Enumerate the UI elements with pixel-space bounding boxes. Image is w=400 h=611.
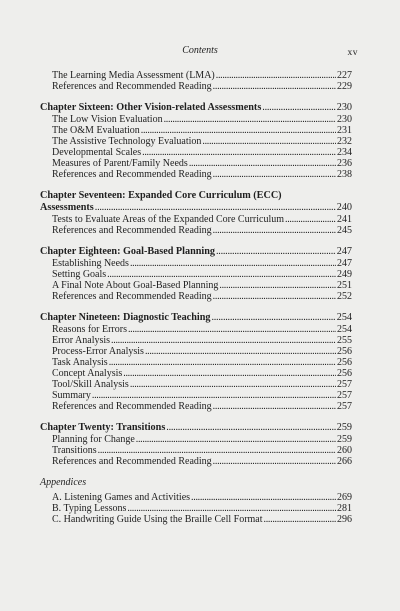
running-head [0,44,400,58]
toc-entry [40,445,352,456]
appendix-page: 281 [337,503,352,514]
dot-leader [213,169,336,180]
dot-leader [128,324,336,335]
appendix-entry [40,514,352,525]
toc-entry-page: 254 [337,324,352,335]
appendix-page: 296 [337,514,352,525]
toc-entry-page: 229 [337,81,352,92]
toc-entry [40,357,352,368]
toc-entry-title: Tool/Skill Analysis [52,379,129,390]
dot-leader [191,492,336,503]
dot-leader [213,81,336,92]
dot-leader [219,280,336,291]
toc-entry [40,114,352,125]
toc-entry-title: Error Analysis [52,335,111,346]
dot-leader [127,503,336,514]
toc-entry [40,368,352,379]
toc-entry-page: 256 [337,357,352,368]
toc-entry-page: 238 [337,169,352,180]
dot-leader [213,456,336,467]
chapter-heading-17-cont [40,202,352,214]
dot-leader [262,102,335,114]
toc-entry-title: The Learning Media Assessment (LMA) [52,70,215,81]
toc-entry-page: 259 [337,434,352,445]
toc-entry-title: The O&M Evaluation [52,125,140,136]
toc-entry [40,346,352,357]
toc-entry-page: 252 [337,291,352,302]
toc-entry-title: Reasons for Errors [52,324,127,335]
dot-leader [264,514,336,525]
toc-entry-title: The Assistive Technology Evaluation [52,136,202,147]
toc-entry-title: References and Recommended Reading [52,291,212,302]
chapter-heading-17 [40,190,352,202]
toc-entry-page: 236 [337,158,352,169]
toc-entry [40,401,352,412]
chapter-page: 230 [336,102,352,113]
toc-entry-title: A Final Note About Goal-Based Planning [52,280,219,291]
toc-entry [40,225,352,236]
appendix-entry [40,492,352,503]
toc-entry-page: 230 [337,114,352,125]
toc-entry [40,335,352,346]
toc-entry-title: Planning for Change [52,434,135,445]
toc-entry-title: Transitions [52,445,97,456]
dot-leader [142,147,336,158]
chapter-heading-18 [40,246,352,258]
chapter-title: Chapter Sixteen: Other Vision-related Assessments [40,102,262,113]
chapter-heading-16 [40,102,352,114]
toc-entry [40,147,352,158]
toc-entry [40,434,352,445]
toc-entry [40,81,352,92]
chapter-title-line2: Assessments [40,202,94,213]
chapter-page: 254 [336,312,352,323]
toc-entry-page: 257 [337,390,352,401]
toc-entry [40,291,352,302]
dot-leader [189,158,336,169]
dot-leader [107,269,336,280]
toc-entry [40,280,352,291]
toc-entry-title: Summary [52,390,91,401]
chapter-title: Chapter Twenty: Transitions [40,422,166,433]
toc-entry-title: Setting Goals [52,269,107,280]
chapter-title: Chapter Nineteen: Diagnostic Teaching [40,312,211,323]
toc-entry [40,158,352,169]
toc-entry [40,125,352,136]
toc-entry [40,136,352,147]
toc-entry-page: 257 [337,401,352,412]
toc-entry [40,390,352,401]
chapter-page: 259 [336,422,352,433]
toc-entry-page: 257 [337,379,352,390]
toc-entry-page: 247 [337,258,352,269]
toc-entry-page: 255 [337,335,352,346]
toc-entry-title: Developmental Scales [52,147,142,158]
dot-leader [130,379,336,390]
dot-leader [111,335,336,346]
toc-entry-title: References and Recommended Reading [52,225,212,236]
toc-entry-title: Tests to Evaluate Areas of the Expanded Core Curriculum [52,214,285,225]
dot-leader [98,445,336,456]
chapter-heading-19 [40,312,352,324]
dot-leader [216,70,336,81]
dot-leader [213,225,336,236]
chapter-title-line1: Chapter Seventeen: Expanded Core Curriculum (ECC) [40,190,282,201]
dot-leader [145,346,336,357]
dot-leader [130,258,336,269]
toc-entry [40,324,352,335]
toc-entry [40,456,352,467]
appendices-heading: Appendices [40,477,87,488]
toc-entry-page: 241 [337,214,352,225]
page-number: xv [347,48,358,58]
toc-entry-page: 251 [337,280,352,291]
dot-leader [166,422,335,434]
dot-leader [136,434,336,445]
dot-leader [211,312,335,324]
appendix-title: A. Listening Games and Activities [52,492,191,503]
toc-entry-title: References and Recommended Reading [52,81,212,92]
appendix-entry [40,503,352,514]
dot-leader [92,390,336,401]
chapter-heading-20 [40,422,352,434]
toc-entry-title: References and Recommended Reading [52,169,212,180]
toc-entry-title: The Low Vision Evaluation [52,114,163,125]
chapter-page: 240 [336,202,352,213]
table-of-contents [40,70,352,525]
dot-leader [109,357,336,368]
appendix-title: B. Typing Lessons [52,503,127,514]
toc-entry-page: 256 [337,368,352,379]
toc-entry-page: 266 [337,456,352,467]
toc-entry-title: Process-Error Analysis [52,346,144,357]
toc-entry [40,379,352,390]
toc-entry-page: 234 [337,147,352,158]
toc-entry-title: References and Recommended Reading [52,456,212,467]
dot-leader [95,202,336,214]
toc-entry-page: 232 [337,136,352,147]
appendix-page: 269 [337,492,352,503]
dot-leader [216,246,336,258]
toc-entry-title: Measures of Parent/Family Needs [52,158,188,169]
toc-entry-page: 256 [337,346,352,357]
appendix-title: C. Handwriting Guide Using the Braille Cell Format [52,514,263,525]
toc-entry-title: Task Analysis [52,357,108,368]
toc-entry [40,269,352,280]
toc-entry-page: 249 [337,269,352,280]
toc-entry-page: 260 [337,445,352,456]
dot-leader [202,136,336,147]
dot-leader [285,214,336,225]
dot-leader [213,291,336,302]
toc-entry [40,70,352,81]
toc-entry-page: 227 [337,70,352,81]
toc-entry-page: 231 [337,125,352,136]
dot-leader [141,125,336,136]
chapter-title: Chapter Eighteen: Goal-Based Planning [40,246,215,257]
toc-entry-page: 245 [337,225,352,236]
toc-entry [40,258,352,269]
toc-entry-title: Establishing Needs [52,258,129,269]
running-title: Contents [182,45,218,56]
toc-entry-title: Concept Analysis [52,368,123,379]
toc-entry [40,214,352,225]
dot-leader [213,401,336,412]
dot-leader [164,114,336,125]
toc-entry [40,169,352,180]
dot-leader [123,368,336,379]
chapter-page: 247 [336,246,352,257]
toc-entry-title: References and Recommended Reading [52,401,212,412]
